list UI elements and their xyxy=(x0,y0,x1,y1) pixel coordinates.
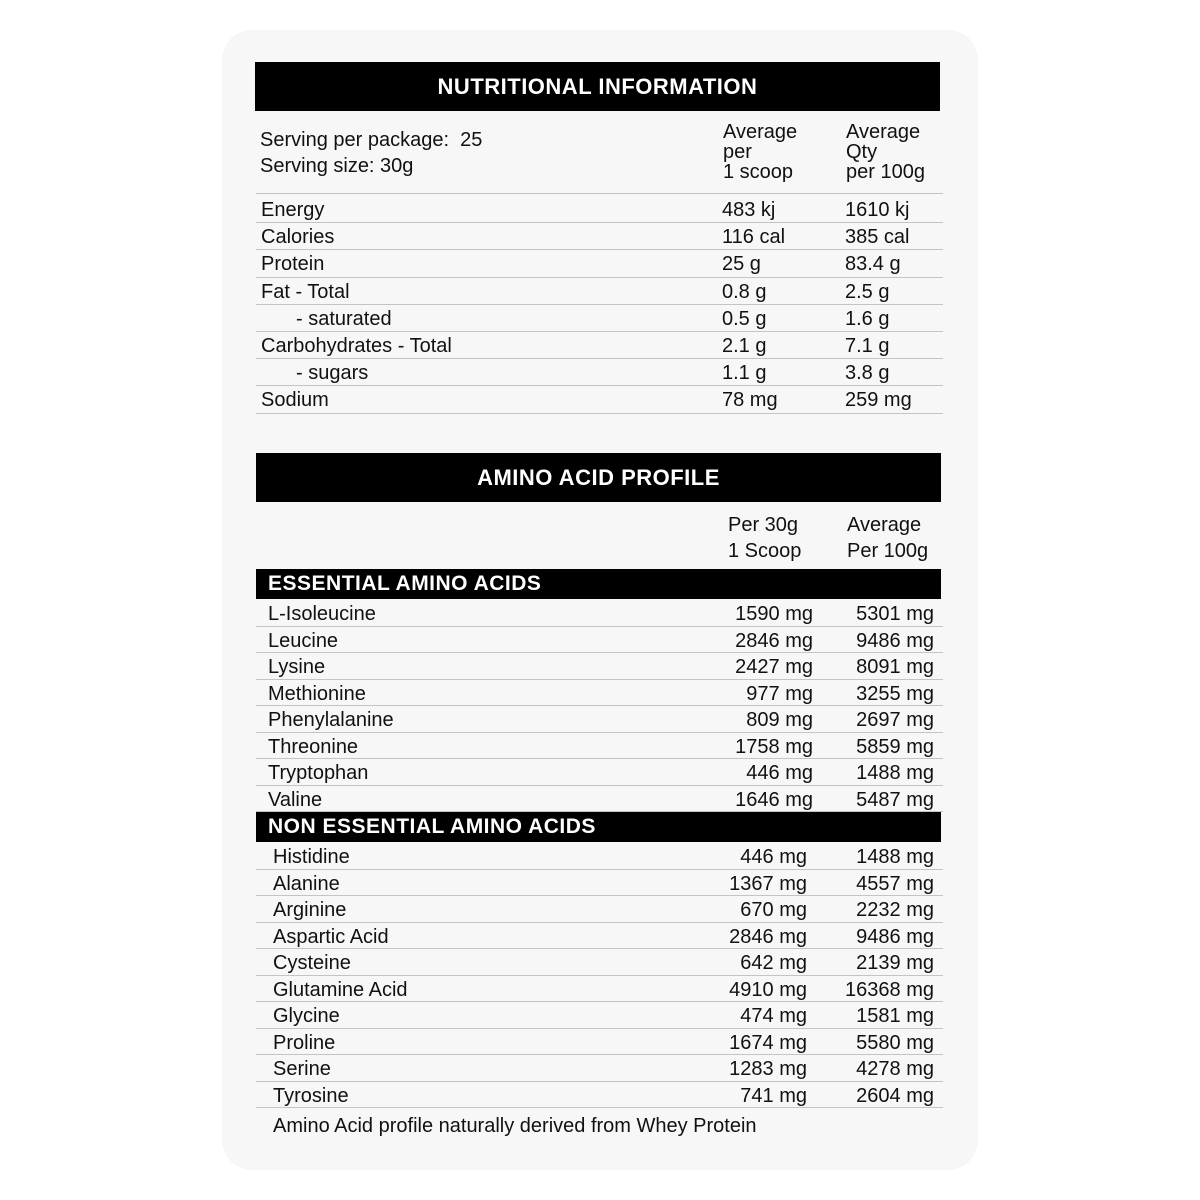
non-essential-amino-row-per-100g: 2604 mg xyxy=(856,1084,934,1107)
non-essential-amino-row-per-scoop: 1674 mg xyxy=(729,1031,807,1054)
nutrition-row-per-scoop: 2.1 g xyxy=(722,335,767,357)
amino-title: AMINO ACID PROFILE xyxy=(477,464,720,490)
non-essential-amino-row xyxy=(256,949,943,976)
non-essential-amino-row-label: Aspartic Acid xyxy=(273,925,389,948)
non-essential-amino-row-per-scoop: 1283 mg xyxy=(729,1058,807,1080)
non-essential-amino-row-per-scoop: 446 mg xyxy=(740,846,807,868)
nutrition-row-label: Fat - Total xyxy=(261,280,350,303)
essential-amino-row-per-100g: 3255 mg xyxy=(856,682,934,705)
non-essential-amino-row-per-scoop: 4910 mg xyxy=(729,978,807,1001)
nutrition-header-divider xyxy=(256,193,943,194)
nutrition-title: NUTRITIONAL INFORMATION xyxy=(437,73,758,99)
servings-per-package-value: 25 xyxy=(460,129,483,151)
non-essential-amino-row-per-scoop: 1367 mg xyxy=(729,872,807,895)
nutrition-row xyxy=(256,278,943,305)
non-essential-amino-row xyxy=(256,1055,943,1082)
nutrition-row-per-100g: 1610 kj xyxy=(845,199,910,221)
essential-amino-row xyxy=(256,653,943,680)
nutrition-row-label: Carbohydrates - Total xyxy=(261,335,452,357)
non-essential-amino-row-per-scoop: 642 mg xyxy=(740,952,807,974)
nutrition-row xyxy=(256,386,943,413)
non-essential-amino-row-label: Glutamine Acid xyxy=(273,978,408,1001)
essential-amino-row-per-100g: 5859 mg xyxy=(856,735,934,758)
nutrition-row-per-scoop: 1.1 g xyxy=(722,362,767,385)
essential-amino-row xyxy=(256,733,943,760)
amino-title-bar xyxy=(256,453,941,502)
essential-amino-row-per-scoop: 1646 mg xyxy=(735,788,813,811)
non-essential-amino-row-label: Proline xyxy=(273,1031,336,1054)
non-essential-amino-row-label: Serine xyxy=(273,1058,331,1080)
non-essential-amino-bar xyxy=(256,812,941,842)
non-essential-amino-row xyxy=(256,976,943,1003)
nutrition-row xyxy=(256,250,943,277)
amino-footnote: Amino Acid profile naturally derived from Whey Protein xyxy=(273,1115,757,1137)
essential-amino-row-per-scoop: 2427 mg xyxy=(735,656,813,678)
nutrition-col-per-100g-header: Average Qty per 100g xyxy=(846,121,925,183)
non-essential-amino-row-label: Tyrosine xyxy=(273,1084,349,1107)
non-essential-amino-row-per-scoop: 2846 mg xyxy=(729,925,807,948)
nutrition-row-label: Protein xyxy=(261,253,325,276)
non-essential-amino-row-per-100g: 4557 mg xyxy=(856,872,934,895)
nutrition-row-per-scoop: 0.8 g xyxy=(722,280,767,303)
essential-amino-row-label: L-Isoleucine xyxy=(268,603,376,625)
essential-amino-row-per-scoop: 2846 mg xyxy=(735,629,813,652)
non-essential-amino-row-label: Arginine xyxy=(273,899,347,921)
non-essential-amino-row-per-100g: 16368 mg xyxy=(845,978,934,1001)
non-essential-amino-row xyxy=(256,870,943,897)
essential-amino-row xyxy=(256,600,943,627)
non-essential-amino-row-per-100g: 1488 mg xyxy=(856,846,934,868)
nutrition-row xyxy=(256,223,943,250)
non-essential-amino-row-per-scoop: 741 mg xyxy=(740,1084,807,1107)
essential-amino-bar xyxy=(256,569,941,599)
essential-amino-row-label: Tryptophan xyxy=(268,762,369,784)
serving-size: Serving size: 30g xyxy=(260,155,414,177)
essential-amino-row-per-scoop: 809 mg xyxy=(746,709,813,731)
nutrition-row xyxy=(256,196,943,223)
amino-col-per-scoop-header: Per 30g 1 Scoop xyxy=(728,514,802,562)
nutrition-row-per-scoop: 25 g xyxy=(722,253,761,276)
non-essential-amino-row-label: Cysteine xyxy=(273,952,351,974)
non-essential-amino-row-label: Histidine xyxy=(273,846,350,868)
non-essential-amino-row-per-100g: 2232 mg xyxy=(856,899,934,921)
essential-amino-row xyxy=(256,706,943,733)
nutrition-row-per-100g: 83.4 g xyxy=(845,253,901,276)
nutrition-title-bar xyxy=(255,62,940,111)
nutrition-row-label: Calories xyxy=(261,226,335,249)
nutrition-row-label: Energy xyxy=(261,199,325,221)
servings-per-package-label: Serving per package: xyxy=(260,129,450,151)
nutrition-row-per-100g: 1.6 g xyxy=(845,307,890,330)
servings-per-package xyxy=(260,130,482,150)
essential-amino-row-label: Phenylalanine xyxy=(268,709,394,731)
nutrition-row-per-100g: 259 mg xyxy=(845,389,912,412)
non-essential-amino-row xyxy=(256,923,943,950)
non-essential-amino-row-per-100g: 4278 mg xyxy=(856,1058,934,1080)
essential-amino-row-per-100g: 1488 mg xyxy=(856,762,934,784)
nutrition-row xyxy=(256,305,943,332)
essential-amino-title: ESSENTIAL AMINO ACIDS xyxy=(268,572,542,595)
essential-amino-row-per-100g: 2697 mg xyxy=(856,709,934,731)
essential-amino-row-per-100g: 5487 mg xyxy=(856,788,934,811)
non-essential-amino-row-per-scoop: 474 mg xyxy=(740,1005,807,1027)
non-essential-amino-row xyxy=(256,1029,943,1056)
essential-amino-row-label: Lysine xyxy=(268,656,326,678)
nutrition-row-label: - sugars xyxy=(296,362,369,385)
essential-amino-row-label: Methionine xyxy=(268,682,366,705)
non-essential-amino-row-per-100g: 1581 mg xyxy=(856,1005,934,1027)
essential-amino-row-per-scoop: 446 mg xyxy=(746,762,813,784)
non-essential-amino-row-per-100g: 5580 mg xyxy=(856,1031,934,1054)
amino-col-per-100g-header: Average Per 100g xyxy=(847,514,929,562)
nutrition-row-per-scoop: 0.5 g xyxy=(722,307,767,330)
non-essential-amino-row-per-100g: 2139 mg xyxy=(856,952,934,974)
nutrition-col-per-scoop-header: Average per 1 scoop xyxy=(723,121,798,183)
nutrition-row-per-100g: 2.5 g xyxy=(845,280,890,303)
non-essential-amino-row-label: Glycine xyxy=(273,1005,340,1027)
non-essential-amino-row xyxy=(256,896,943,923)
essential-amino-row xyxy=(256,680,943,707)
nutrition-row xyxy=(256,359,943,386)
non-essential-amino-title: NON ESSENTIAL AMINO ACIDS xyxy=(268,815,596,838)
essential-amino-row-label: Threonine xyxy=(268,735,359,758)
essential-amino-row xyxy=(256,786,943,813)
essential-amino-row-per-scoop: 1758 mg xyxy=(735,735,813,758)
nutrition-row-per-scoop: 78 mg xyxy=(722,389,778,412)
non-essential-amino-row xyxy=(256,1082,943,1109)
non-essential-amino-row xyxy=(256,1002,943,1029)
essential-amino-row xyxy=(256,627,943,654)
essential-amino-row-per-100g: 5301 mg xyxy=(856,603,934,625)
nutrition-row-per-100g: 3.8 g xyxy=(845,362,890,385)
essential-amino-row-per-scoop: 977 mg xyxy=(746,682,813,705)
nutrition-row-label: - saturated xyxy=(296,307,392,330)
non-essential-amino-row-per-scoop: 670 mg xyxy=(740,899,807,921)
essential-amino-row-per-100g: 9486 mg xyxy=(856,629,934,652)
essential-amino-row-per-scoop: 1590 mg xyxy=(735,603,813,625)
nutrition-row-per-100g: 385 cal xyxy=(845,226,910,249)
essential-amino-row-per-100g: 8091 mg xyxy=(856,656,934,678)
nutrition-row-label: Sodium xyxy=(261,389,329,412)
non-essential-amino-row xyxy=(256,843,943,870)
nutrition-row-per-100g: 7.1 g xyxy=(845,335,890,357)
nutrition-row-per-scoop: 483 kj xyxy=(722,199,776,221)
non-essential-amino-row-label: Alanine xyxy=(273,872,340,895)
non-essential-amino-row-per-100g: 9486 mg xyxy=(856,925,934,948)
essential-amino-row-label: Leucine xyxy=(268,629,339,652)
nutrition-row-per-scoop: 116 cal xyxy=(722,226,786,249)
essential-amino-row xyxy=(256,759,943,786)
nutrition-row xyxy=(256,332,943,359)
essential-amino-row-label: Valine xyxy=(268,788,323,811)
